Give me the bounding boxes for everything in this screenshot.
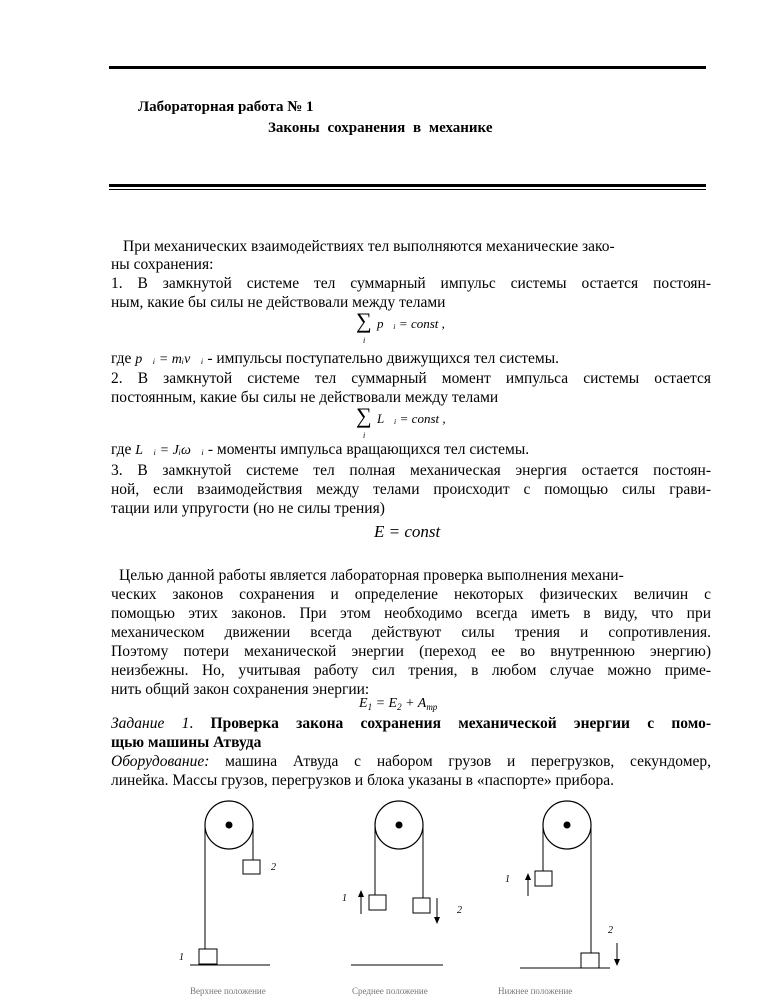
caption-lower: Нижнее положение (498, 986, 573, 996)
label-weight-1: 1 (505, 874, 510, 885)
goal-line-6: неизбежны. Но, учитывая работу сил трения, в любом случае можно приме- (111, 662, 711, 679)
task-heading-line-2: щью машины Атвуда (111, 734, 262, 751)
momentum-definition: где p⃗ᵢ = mᵢv⃗ᵢ - импульсы поступательно движущихся тел системы. (111, 350, 560, 367)
law3-line-1: 3. В замкнутой системе тел полная механическая энергия остается постоян- (111, 462, 711, 479)
diagram-lower-position (520, 801, 620, 968)
formula-energy-const: E = const (374, 522, 441, 541)
label-weight-2: 2 (608, 925, 613, 936)
law1-line-2: ным, какие бы силы не действовали между телами (111, 294, 446, 311)
law2-line-1: 2. В замкнутой системе тел суммарный момент импульса системы остается (111, 370, 711, 387)
pulley-axle (396, 822, 403, 829)
sum-index: i (363, 336, 366, 345)
goal-line-7: нить общий закон сохранения энергии: (111, 681, 370, 698)
goal-line-5: Поэтому потери механической энергии (переход ее во внутреннюю энергию) (111, 643, 711, 660)
intro-line-1: При механических взаимодействиях тел выполняются механические зако- (123, 238, 615, 255)
arrow-down-icon (434, 917, 440, 924)
formula-body: L⃗ᵢ = const , (377, 411, 446, 426)
caption-middle: Среднее положение (352, 986, 428, 996)
diagram-middle-position (351, 801, 443, 965)
arrow-down-icon (614, 959, 620, 966)
weight-1 (369, 895, 386, 910)
caption-upper: Верхнее положение (190, 986, 266, 996)
task-heading-line-1: Задание 1. Проверка закона сохранения механической энергии с помо- (111, 715, 711, 732)
intro-line-2: ны сохранения: (111, 256, 214, 273)
weight-2 (243, 860, 260, 874)
topic-title: Законы сохранения в механике (268, 120, 493, 136)
sum-index: i (363, 431, 366, 440)
label-weight-2: 2 (271, 862, 276, 873)
weight-1 (199, 949, 217, 964)
weight-1 (535, 871, 552, 886)
label-weight-2: 2 (457, 905, 462, 916)
arrow-up-icon (525, 873, 531, 880)
sum-sign: ∑ (356, 403, 372, 428)
weight-2 (413, 898, 430, 913)
arrow-up-icon (358, 890, 364, 897)
law3-line-3: тации или упругости (но не силы трения) (111, 500, 385, 517)
weight-2 (581, 953, 599, 968)
goal-line-3: помощью этих законов. При этом необходимо всегда иметь в виду, что при (111, 605, 711, 622)
sum-sign: ∑ (356, 308, 372, 333)
label-weight-1: 1 (342, 893, 347, 904)
goal-line-4: механическом движении всегда действуют силы трения и сопротивления. (111, 624, 711, 641)
equipment-line-1: Оборудование: машина Атвуда с набором грузов и перегрузков, секундомер, (111, 753, 712, 770)
formula-body: p⃗ᵢ = const , (377, 316, 445, 331)
equipment-line-2: линейка. Массы грузов, перегрузков и блока указаны в «паспорте» прибора. (111, 772, 614, 789)
goal-line-1: Целью данной работы является лабораторная проверка выполнения механи- (119, 567, 624, 584)
law3-line-2: ной, если взаимодействия между телами происходит с помощью силы грави- (111, 481, 711, 498)
formula-energy-balance: $E_1 = E_2 + A_{тр}$ (359, 696, 438, 712)
law1-line-1: 1. В замкнутой системе тел суммарный импульс системы остается постоян- (111, 275, 711, 292)
pulley-axle (564, 822, 571, 829)
lab-title: Лабораторная работа № 1 (138, 99, 314, 115)
label-weight-1: 1 (179, 952, 184, 963)
angular-momentum-definition: где L⃗ᵢ = Jᵢω⃗ᵢ - моменты импульса вращающихся тел системы. (111, 441, 530, 458)
goal-line-2: ческих законов сохранения и определение некоторых физических величин с (111, 586, 711, 603)
pulley-axle (226, 822, 233, 829)
law2-line-2: постоянным, какие бы силы не действовали между телами (111, 389, 499, 406)
diagram-upper-position (190, 801, 270, 965)
